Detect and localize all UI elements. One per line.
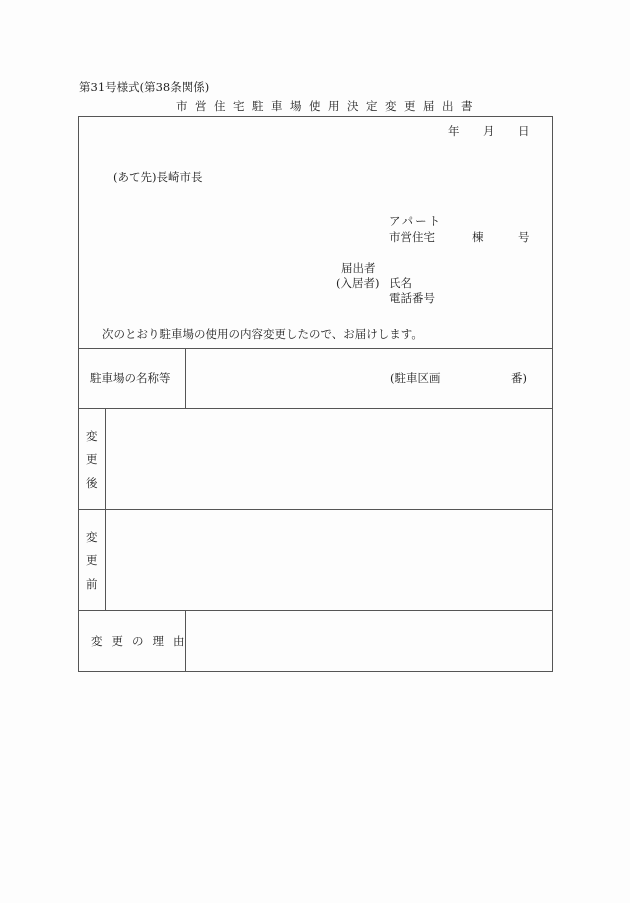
- name-label: 氏名: [389, 276, 412, 290]
- before-change-char: 更: [86, 553, 98, 567]
- form-number: 第31号様式(第38条関係): [79, 80, 210, 94]
- date-year: 年: [448, 124, 460, 138]
- reason-field[interactable]: [186, 611, 552, 671]
- statement: 次のとおり駐車場の使用の内容変更したので、お届けします。: [102, 327, 423, 341]
- form-title: 市営住宅駐車場使用決定変更届出書: [176, 99, 480, 113]
- submitter-label: 届出者: [341, 261, 376, 275]
- parking-space-suffix: 番): [511, 371, 527, 385]
- before-change-field[interactable]: [106, 510, 552, 610]
- after-change-char: 変: [86, 429, 98, 443]
- parking-name-label: 駐車場の名称等: [90, 371, 171, 385]
- after-change-field[interactable]: [106, 409, 552, 509]
- after-change-char: 更: [86, 452, 98, 466]
- parking-space-label: (駐車区画: [390, 371, 441, 385]
- room-unit: 号: [518, 230, 530, 244]
- apartment-label: アパート: [389, 214, 443, 228]
- before-change-char: 変: [86, 530, 98, 544]
- date-month: 月: [483, 124, 495, 138]
- phone-label: 電話番号: [389, 291, 435, 305]
- after-change-char: 後: [86, 476, 98, 490]
- reason-label: 変更の理由: [91, 634, 194, 648]
- addressee: (あて先)長崎市長: [113, 170, 203, 184]
- date-day: 日: [518, 124, 530, 138]
- resident-label: (入居者): [336, 276, 380, 290]
- before-change-char: 前: [86, 577, 98, 591]
- parking-name-field[interactable]: [186, 349, 552, 408]
- housing-label: 市営住宅: [389, 230, 435, 244]
- building-unit: 棟: [472, 230, 484, 244]
